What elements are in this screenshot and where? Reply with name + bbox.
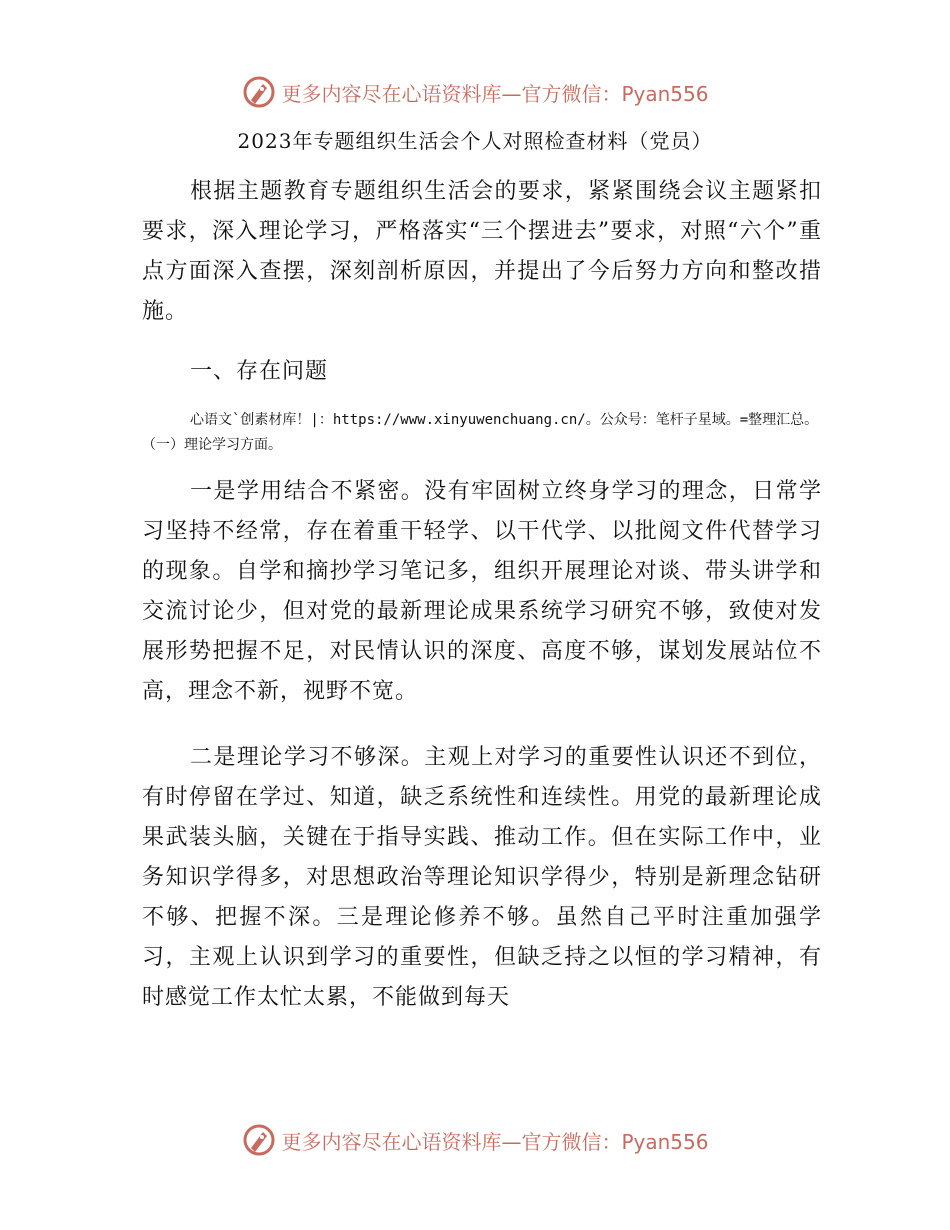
pen-nib-logo-icon bbox=[241, 1122, 277, 1158]
intro-paragraph: 根据主题教育专题组织生活会的要求，紧紧围绕会议主题紧扣要求，深入理论学习，严格落实“三个摆进去”要求，对照“六个”重点方面深入查摆，深刻剖析原因，并提出了今后努力方向和整改措施。 bbox=[142, 179, 822, 324]
body-paragraph-1: 一是学用结合不紧密。没有牢固树立终身学习的理念，日常学习坚持不经常，存在着重干轻学、以干代学、以批阅文件代替学习的现象。自学和摘抄学习笔记多，组织开展理论对谈、带头讲学和交流讨论少，但对党的最新理论成果系统学习研究不够，致使对发展形势把握不足，对民情认识的深度、高度不够，谋划发展站位不高，理念不新，视野不宽。 bbox=[142, 479, 822, 704]
source-note: 心语文`创素材库！|：https://www.xinyuwenchuang.cn/。公众号：笔杆子星域。=整理汇总。（一）理论学习方面。 bbox=[142, 412, 819, 453]
header-banner-text: 更多内容尽在心语资料库—官方微信：Pyan556 bbox=[281, 81, 709, 106]
document-title: 2023年专题组织生活会个人对照检查材料（党员） bbox=[237, 129, 713, 153]
footer-banner bbox=[0, 1118, 950, 1162]
body-paragraph-2: 二是理论学习不够深。主观上对学习的重要性认识还不到位，有时停留在学过、知道，缺乏系统性和连续性。用党的最新理论成果武装头脑，关键在于指导实践、推动工作。但在实际工作中，业务知识学得多，对思想政治等理论知识学得少，特别是新理念钻研不够、把握不深。三是理论修养不够。虽然自己平时注重加强学习，主观上认识到学习的重要性，但缺乏持之以恒的学习精神，有时感觉工作太忙太累，不能做到每天 bbox=[142, 745, 822, 1010]
section-heading: 一、存在问题 bbox=[190, 359, 329, 384]
header-banner bbox=[0, 70, 950, 114]
pen-nib-logo-icon bbox=[241, 74, 277, 110]
footer-banner-text: 更多内容尽在心语资料库—官方微信：Pyan556 bbox=[281, 1129, 709, 1154]
